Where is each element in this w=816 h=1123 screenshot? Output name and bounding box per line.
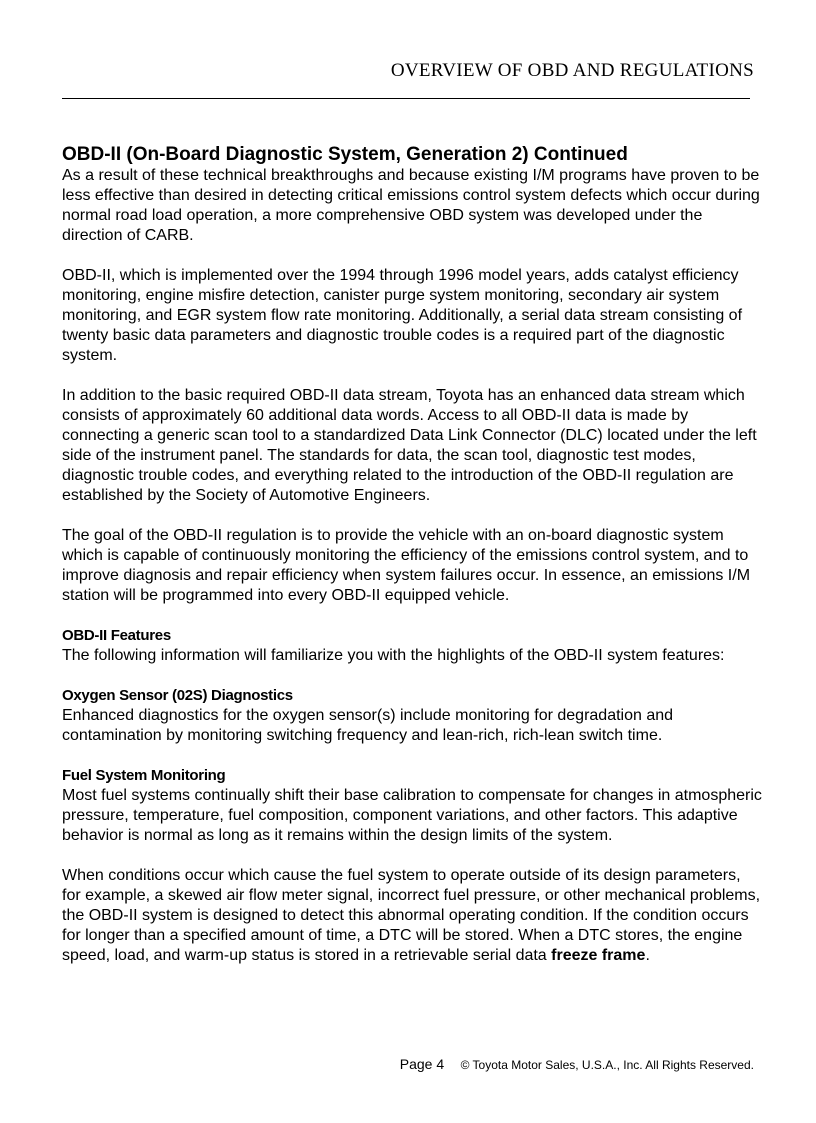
header-divider <box>62 98 750 99</box>
freeze-frame-term: freeze frame <box>551 947 646 964</box>
paragraph: In addition to the basic required OBD-II data stream, Toyota has an enhanced data stream which consists of approximately 60 additional data words. Access to all OBD-II data is made by connecting a generic scan tool to a standardized Data Link Connector (DLC) located under the left side of the instrument panel. The standards for data, the scan tool, diagnostic test modes, diagnostic trouble codes, and everything related to the introduction of the OBD-II regulation are established by the Society of Automotive Engineers. <box>62 387 757 504</box>
oxygen-heading: Oxygen Sensor (02S) Diagnostics <box>62 687 293 704</box>
section-heading: OBD-II (On-Board Diagnostic System, Generation 2) Continued <box>62 144 628 165</box>
paragraph: Most fuel systems continually shift their base calibration to compensate for changes in atmospheric pressure, temperature, fuel composition, component variations, and other factors. This adaptive behavior is normal as long as it remains within the design limits of the system. <box>62 787 762 844</box>
paragraph: OBD-II, which is implemented over the 1994 through 1996 model years, adds catalyst efficiency monitoring, engine misfire detection, canister purge system monitoring, secondary air system monitoring, and EGR system flow rate monitoring. Additionally, a serial data stream consisting of twenty basic data parameters and diagnostic trouble codes is a required part of the diagnostic system. <box>62 267 743 364</box>
paragraph: Enhanced diagnostics for the oxygen sensor(s) include monitoring for degradation and contamination by monitoring switching frequency and lean-rich, rich-lean switch time. <box>62 707 674 744</box>
paragraph <box>62 866 762 966</box>
page-content <box>62 144 762 986</box>
copyright: © Toyota Motor Sales, U.S.A., Inc. All Rights Reserved. <box>460 1058 754 1072</box>
running-header: OVERVIEW OF OBD AND REGULATIONS <box>390 60 754 81</box>
paragraph-text: When conditions occur which cause the fuel system to operate outside of its design parameters, for example, a skewed air flow meter signal, incorrect fuel pressure, or other mechanical problems, the OBD-II system is designed to detect this abnormal operating condition. If the condition occurs for longer than a specified amount of time, a DTC will be stored. When a DTC stores, the engine speed, load, and warm-up status is stored in a retrievable serial data <box>62 867 761 964</box>
paragraph: The goal of the OBD-II regulation is to provide the vehicle with an on-board diagnostic system which is capable of continuously monitoring the efficiency of the emissions control system, and to improve diagnosis and repair efficiency when system failures occur. In essence, an emissions I/M station will be programmed into every OBD-II equipped vehicle. <box>62 527 751 604</box>
page-footer <box>400 1056 754 1074</box>
paragraph: As a result of these technical breakthroughs and because existing I/M programs have proven to be less effective than desired in detecting critical emissions control system defects which occur during normal road load operation, a more comprehensive OBD system was developed under the direction of CARB. <box>62 167 760 244</box>
paragraph: The following information will familiarize you with the highlights of the OBD-II system features: <box>62 647 725 664</box>
fuel-heading: Fuel System Monitoring <box>62 767 226 784</box>
paragraph-end: . <box>645 947 650 964</box>
page-number: Page 4 <box>399 1056 445 1072</box>
features-heading: OBD-II Features <box>62 627 171 644</box>
